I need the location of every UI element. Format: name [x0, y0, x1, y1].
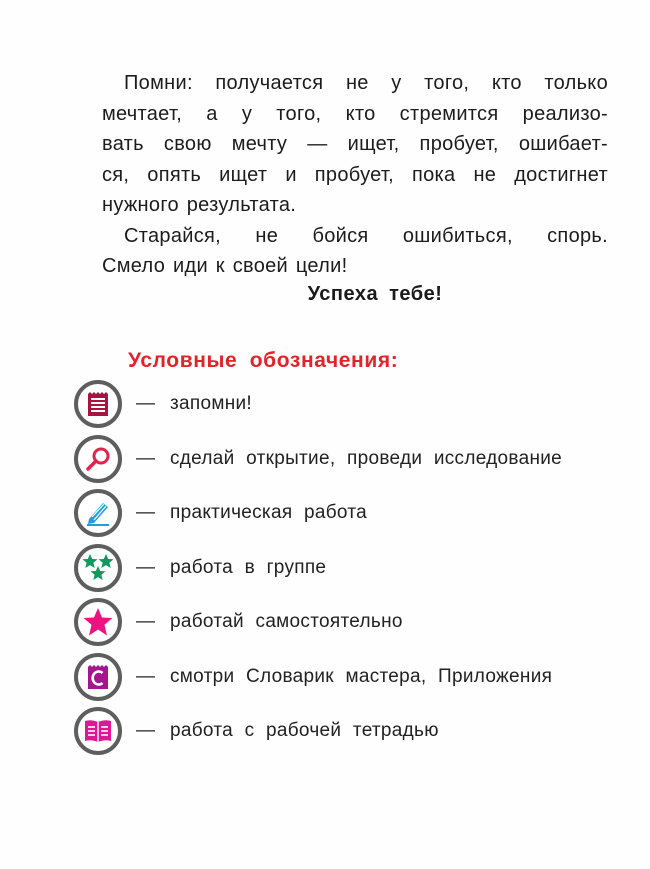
legend-item-remember — [74, 381, 252, 427]
magnifier-icon — [74, 435, 122, 483]
closing-wish: Успеха тебе! — [307, 283, 443, 305]
motivation-paragraph — [102, 68, 608, 282]
legend-text: сделай открытие, проведи исследование — [170, 447, 563, 469]
three-stars-icon — [74, 544, 122, 592]
paragraph-line: вать свою мечту — ищет, пробует, ошибает- — [102, 133, 608, 155]
legend-item-independent — [74, 599, 403, 645]
legend-text: запомни! — [170, 393, 252, 414]
legend-dash: — — [136, 556, 155, 578]
star-icon — [74, 598, 122, 646]
dictionary-c-icon — [74, 653, 122, 701]
paragraph-line: мечтает, а у того, кто стремится реализо- — [102, 102, 608, 125]
open-book-icon — [74, 707, 122, 755]
paragraph-line: нужного результата. — [102, 194, 297, 216]
legend-text: смотри Словарик мастера, Приложения — [170, 665, 553, 687]
legend-item-workbook — [74, 708, 439, 754]
paragraph-line: Помни: получается не у того, кто только — [124, 72, 608, 94]
legend-text: практическая работа — [170, 502, 368, 523]
pencil-icon — [74, 489, 122, 537]
legend-text: работай самостоятельно — [170, 611, 403, 632]
legend-title: Условные обозначения: — [128, 349, 399, 372]
legend-item-discovery — [74, 436, 562, 482]
legend-item-group-work — [74, 545, 326, 591]
paragraph-line: Смело иди к своей цели! — [102, 255, 348, 277]
legend-dash: — — [136, 611, 155, 632]
legend-text: работа в группе — [170, 556, 327, 578]
legend-text: работа с рабочей тетрадью — [170, 720, 439, 741]
legend-dash: — — [136, 393, 155, 414]
legend-item-dictionary — [74, 654, 552, 700]
legend-dash: — — [136, 720, 155, 741]
paragraph-line: ся, опять ищет и пробует, пока не достигнет — [102, 163, 608, 186]
notepad-icon — [74, 380, 122, 428]
paragraph-line: Старайся, не бойся ошибиться, спорь. — [124, 224, 608, 247]
legend-dash: — — [136, 665, 155, 687]
legend-dash: — — [136, 447, 155, 469]
legend-item-practical — [74, 490, 367, 536]
legend-dash: — — [136, 502, 155, 523]
